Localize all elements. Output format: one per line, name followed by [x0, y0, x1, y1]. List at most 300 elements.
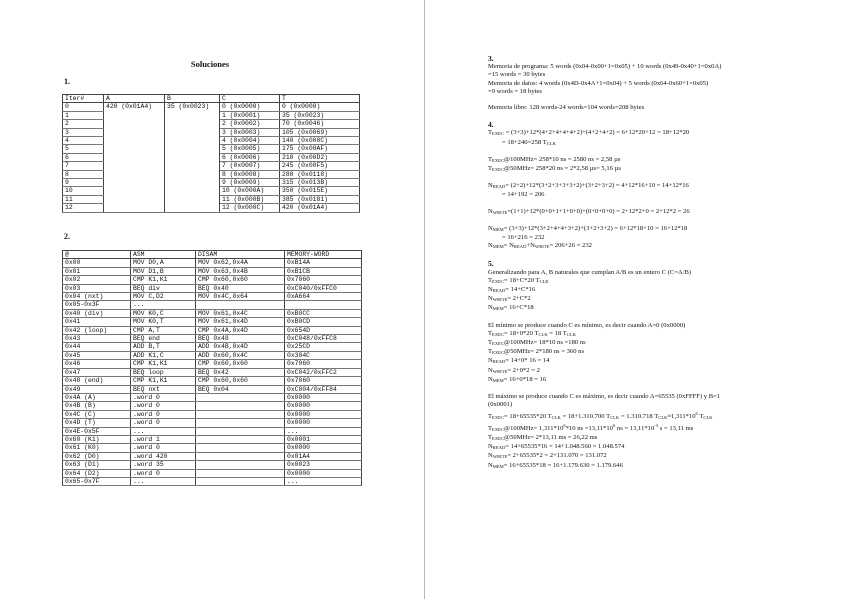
q5-min-nmem: $N_{MEM}= 16+0*18 = 16$: [488, 375, 547, 383]
q5-min-nwrite-text: = 2+0*2 = 2: [507, 366, 540, 374]
memory-word-cell: 0x7060: [285, 360, 362, 368]
iter-cell: 3: [63, 128, 104, 136]
memory-word-cell: 0xB0CC: [285, 309, 362, 317]
section-2-label: 2.: [64, 232, 70, 241]
c-cell: 6 (0x0006): [220, 153, 280, 161]
program-row: [63, 326, 362, 334]
memory-word-cell: 0x0001: [285, 435, 362, 443]
c-cell: 5 (0x0005): [220, 145, 280, 153]
disam-cell: MOV 0x61,0x4D: [196, 318, 285, 326]
address-cell: 0x40 (div): [63, 309, 131, 317]
q5-general-texec-text: = 18+C*20 T: [504, 276, 540, 284]
address-cell: 0x60 (K1): [63, 435, 131, 443]
address-cell: 0x43: [63, 335, 131, 343]
disam-cell: BEQ 0x40: [196, 284, 285, 292]
q5-max-nwrite-text: = 2+65535*2 = 2+131.070 = 131.072: [507, 452, 607, 460]
q5-min-100mhz-text: @100MHz= 18*10 ns =180 ns: [504, 339, 586, 347]
q5-general-nwrite: $N_{WRITE}= 2+C*2$: [488, 295, 531, 303]
address-cell: 0x61 (K0): [63, 444, 131, 452]
t-cell: 105 (0x0069): [280, 128, 360, 136]
program-table-header: [63, 251, 362, 259]
iter-cell: 1: [63, 111, 104, 119]
program-row: [63, 419, 362, 427]
q5-max-100mhz-exp1: 6: [563, 422, 566, 428]
memory-word-cell: [285, 301, 362, 309]
q4-texec-result: [488, 139, 818, 148]
t-cell: 0 (0x0000): [280, 103, 360, 111]
iteration-row: [63, 204, 360, 212]
disam-cell: BEQ 0x04: [196, 385, 285, 393]
q5-min-50mhz-text: @50MHz= 2*180 ns = 360 ns: [504, 348, 585, 356]
asm-cell: .word 0: [131, 402, 196, 410]
program-row: [63, 444, 362, 452]
header-asm: ASM: [131, 251, 196, 259]
b-cell: [165, 204, 220, 212]
b-cell: [165, 145, 220, 153]
memory-word-cell: 0x0023: [285, 461, 362, 469]
disam-cell: [196, 452, 285, 460]
c-cell: 0 (0x0000): [220, 103, 280, 111]
program-row: [63, 469, 362, 477]
iteration-row: [63, 153, 360, 161]
header-a: A: [104, 95, 165, 103]
c-cell: 9 (0x0009): [220, 179, 280, 187]
address-cell: 0x05-0x3F: [63, 301, 131, 309]
c-cell: 4 (0x0004): [220, 137, 280, 145]
q5-max-100mhz-a: @100MHz= 1,311*10: [504, 424, 564, 432]
iteration-row: [63, 120, 360, 128]
q3-line-1: Memoria de programa: 5 words (0x04-0x00+1=0x05) + 10 words (0x49-0x40+1=0x0A): [488, 63, 722, 71]
b-cell: [165, 128, 220, 136]
header-b: B: [165, 95, 220, 103]
q4-time-50mhz: $T_{EXEC}@50MHz= 258*20$ ns = 2*2,58 µs= 5,16 µs: [488, 165, 621, 173]
iter-cell: 7: [63, 162, 104, 170]
q5-min-texec-result: = 18 T: [547, 329, 567, 337]
a-cell: 420 (0x01A4): [104, 103, 165, 111]
disam-cell: CMP 0x60,0x60: [196, 377, 285, 385]
q5-min-intro: El mínimo se produce cuando C es mínimo, es decir cuando A=0 (0x0000): [488, 321, 686, 329]
disam-cell: [196, 461, 285, 469]
memory-word-cell: 0x0000: [285, 393, 362, 401]
program-row: [63, 309, 362, 317]
q5-min-nread: $N_{READ}= 14+0*$ 16 = 14: [488, 357, 550, 365]
program-row: [63, 293, 362, 301]
q5-max-nread-text: = 14+65535*16 = 14+1.048.560 = 1.048.574: [505, 443, 625, 451]
program-row: [63, 301, 362, 309]
disam-cell: [196, 410, 285, 418]
a-cell: [104, 145, 165, 153]
memory-word-cell: 0x304C: [285, 351, 362, 359]
iter-cell: 5: [63, 145, 104, 153]
asm-cell: MOV K0,C: [131, 309, 196, 317]
q5-general-texec: $T_{EXEC}= 18+C*20$ $T_{CLK}$: [488, 276, 549, 284]
t-cell: 350 (0x015E): [280, 187, 360, 195]
asm-cell: ...: [131, 477, 196, 485]
iteration-row: [63, 111, 360, 119]
q5-min-50mhz: $T_{EXEC}@50MHz= 2*180$ ns = 360 ns: [488, 348, 585, 356]
address-cell: 0x47: [63, 368, 131, 376]
iteration-row: [63, 170, 360, 178]
memory-word-cell: 0x7060: [285, 276, 362, 284]
memory-word-cell: 0x0000: [285, 419, 362, 427]
q5-max-100mhz-d: s = 13,11 ms: [658, 424, 694, 432]
asm-cell: BEQ nxt: [131, 385, 196, 393]
iteration-table-header: [63, 95, 360, 103]
address-cell: 0x02: [63, 276, 131, 284]
q4-texec-total: = 18+240=258 T: [502, 138, 547, 146]
q5-max-nread: $N_{READ}= 14+65535*16 = 14+1.048.560 = 1.048.574$: [488, 443, 625, 451]
b-cell: [165, 137, 220, 145]
q5-min-100mhz: $T_{EXEC}@100MHz= 18*10$ ns =180 ns: [488, 339, 586, 347]
program-row: [63, 343, 362, 351]
b-cell: [165, 153, 220, 161]
disam-cell: ADD 0x4B,0x4D: [196, 343, 285, 351]
iteration-row: [63, 128, 360, 136]
disam-cell: [196, 393, 285, 401]
memory-word-cell: 0x01A4: [285, 452, 362, 460]
program-row: [63, 318, 362, 326]
address-cell: 0x4B (B): [63, 402, 131, 410]
q5-max-intro: El máximo se produce cuando C es máximo, es decir cuando A=65535 (0xFFFF) y B=1: [488, 393, 721, 401]
address-cell: 0x46: [63, 360, 131, 368]
asm-cell: MOV D0,A: [131, 259, 196, 267]
disam-cell: [196, 402, 285, 410]
memory-word-cell: 0xB1CB: [285, 267, 362, 275]
section-4-label: 4.: [488, 120, 494, 130]
q5-max-texec-b: = 18+1.310.700 T: [560, 412, 611, 420]
t-cell: 210 (0x00D2): [280, 153, 360, 161]
c-cell: 2 (0x0002): [220, 120, 280, 128]
asm-cell: CMP K1,K1: [131, 377, 196, 385]
program-row: [63, 284, 362, 292]
section-1-label: 1.: [64, 77, 70, 86]
memory-word-cell: 0xC040/0xFFC0: [285, 284, 362, 292]
q5-max-100mhz-c: ns = 13,11*10: [615, 424, 655, 432]
t-cell: 385 (0x0181): [280, 195, 360, 203]
asm-cell: BEQ div: [131, 284, 196, 292]
disam-cell: [196, 427, 285, 435]
address-cell: 0x63 (D1): [63, 461, 131, 469]
address-cell: 0x4C (C): [63, 410, 131, 418]
disam-cell: [196, 477, 285, 485]
t-cell: 70 (0x0046): [280, 120, 360, 128]
a-cell: [104, 204, 165, 212]
asm-cell: ...: [131, 301, 196, 309]
q4-tclk-sub: CLK: [546, 140, 556, 146]
asm-cell: .word 0: [131, 469, 196, 477]
section-5-label: 5.: [488, 259, 494, 269]
c-cell: 8 (0x0008): [220, 170, 280, 178]
memory-word-cell: 0xC004/0xFF84: [285, 385, 362, 393]
b-cell: [165, 120, 220, 128]
a-cell: [104, 170, 165, 178]
asm-cell: .word 0: [131, 444, 196, 452]
disam-cell: MOV 0x63,0x4B: [196, 267, 285, 275]
q5-general-nread-text: = 14+C*16: [505, 286, 536, 294]
iter-cell: 2: [63, 120, 104, 128]
a-cell: [104, 179, 165, 187]
q5-general-nread: $N_{READ}= 14+C*16$: [488, 286, 536, 294]
q5-general-nmem: $N_{MEM}= 16+C*18$: [488, 304, 534, 312]
q5-max-50mhz-text: @50MHz= 2*13,11 ms = 26,22 ms: [504, 433, 598, 441]
t-cell: 140 (0x008C): [280, 137, 360, 145]
q4-nread-result: = 14+192 = 206: [502, 191, 545, 199]
iter-cell: 8: [63, 170, 104, 178]
disam-cell: BEQ 0x42: [196, 368, 285, 376]
b-cell: [165, 111, 220, 119]
q5-max-100mhz-exp2: 6: [612, 422, 616, 428]
q5-max-texec-c: = 1.310.718 T: [619, 412, 659, 420]
t-cell: 35 (0x0023): [280, 111, 360, 119]
asm-cell: CMP K1,K1: [131, 276, 196, 284]
q5-max-100mhz: $T_{EXEC}@100MHz= 1,311*10^6*10$ ns $=13,11*10^6$ ns = $13,11*10^{-3}$ s = 13,11 ms: [488, 422, 694, 432]
q4-nmem-sum-text: = 206+26 = 232: [549, 242, 592, 250]
iter-cell: 6: [63, 153, 104, 161]
page-divider: [424, 0, 425, 599]
asm-cell: BEQ end: [131, 335, 196, 343]
c-cell: 7 (0x0007): [220, 162, 280, 170]
memory-word-cell: ...: [285, 477, 362, 485]
b-cell: [165, 170, 220, 178]
header-address: @: [63, 251, 131, 259]
address-cell: 0x44: [63, 343, 131, 351]
memory-word-cell: 0xA664: [285, 293, 362, 301]
q5-min-texec-text: = 18+0*20 T: [504, 329, 539, 337]
asm-cell: MOV C,D2: [131, 293, 196, 301]
asm-cell: CMP K1,K1: [131, 360, 196, 368]
q5-min-nmem-text: = 16+0*18 = 16: [503, 375, 547, 383]
q4-nread-formula: = (2+2)+12*(3+2+3+3+3+2)+(3+2+3+2) = 4+12*16+10 = 14+12*16: [505, 182, 689, 190]
iter-cell: 4: [63, 137, 104, 145]
program-row: [63, 427, 362, 435]
address-cell: 0x00: [63, 259, 131, 267]
q3-line-3: Memoria de datos: 4 words (0x4D-0x4A+1=0x04) + 5 words (0x64-0x60+1=0x05): [488, 79, 709, 87]
memory-word-cell: 0x0000: [285, 444, 362, 452]
header-t: T: [280, 95, 360, 103]
b-cell: [165, 179, 220, 187]
address-cell: 0x48 (end): [63, 377, 131, 385]
address-cell: 0x64 (D2): [63, 469, 131, 477]
q5-max-nwrite: $N_{WRITE}= 2+65535*2 = 2+131.070 = 131.072$: [488, 452, 607, 460]
c-cell: 12 (0x000C): [220, 204, 280, 212]
q4-time-100mhz: $T_{EXEC}@100MHz= 258*10$ ns = 2580 ns = 2,58 µs: [488, 155, 621, 163]
right-page-content: [488, 55, 818, 471]
memory-word-cell: 0x7060: [285, 377, 362, 385]
q4-time-50mhz-text: @50MHz= 258*20 ns = 2*2,58 µs= 5,16 µs: [504, 165, 621, 173]
q4-nmem-result: = 16+216 = 232: [502, 234, 545, 242]
iter-cell: 0: [63, 103, 104, 111]
q5-min-nwrite: $N_{WRITE}= 2+0*2 = 2$: [488, 366, 540, 374]
memory-word-cell: 0xC042/0xFFC2: [285, 368, 362, 376]
asm-cell: .word 1: [131, 435, 196, 443]
c-cell: 3 (0x0003): [220, 128, 280, 136]
q5-min-texec: $T_{EXEC}= 18+0*20$ $T_{CLK} = 18$ $T_{CLK}$: [488, 329, 577, 337]
q5-intro: Generalizando para A, B naturales que cumplan A/B es un entero C (C=A/B): [488, 268, 692, 276]
iteration-row: [63, 162, 360, 170]
disam-cell: [196, 301, 285, 309]
header-c: C: [220, 95, 280, 103]
q4-nmem-sum: $N_{MEM}= N_{READ}+N_{WRITE}= 206+26 = 232$: [488, 242, 592, 250]
a-cell: [104, 128, 165, 136]
asm-cell: ADD B,T: [131, 343, 196, 351]
header-memory-word: MEMORY-WORD: [285, 251, 362, 259]
program-row: [63, 452, 362, 460]
q5-general-nwrite-text: = 2+C*2: [507, 295, 531, 303]
program-row: [63, 267, 362, 275]
memory-word-cell: ...: [285, 427, 362, 435]
program-row: [63, 402, 362, 410]
header-iter: Iter#: [63, 95, 104, 103]
iteration-row: [63, 195, 360, 203]
iteration-table: [62, 94, 360, 213]
q5-max-intro-2: (0x0001): [488, 401, 513, 409]
program-row: [63, 385, 362, 393]
memory-word-cell: 0x0000: [285, 402, 362, 410]
t-cell: 175 (0x00AF): [280, 145, 360, 153]
q5-max-texec-exp: 6: [695, 410, 698, 416]
asm-cell: .word 420: [131, 452, 196, 460]
memory-word-cell: 0x0000: [285, 469, 362, 477]
q4-nmem-line: $N_{MEM}= (3+3)+12*(3+2+4+4+3+2)+(3+2+3+2) = 6+12*18+10 = 16+12*18$: [488, 224, 688, 232]
q3-free-memory: Memoria libre: 128 words-24 words=104 words=208 bytes: [488, 104, 645, 112]
program-row: [63, 335, 362, 343]
iteration-row: [63, 103, 360, 111]
memory-word-cell: 0xC048/0xFFC8: [285, 335, 362, 343]
program-row: [63, 461, 362, 469]
program-table: [62, 250, 362, 486]
c-cell: 11 (0x000B): [220, 195, 280, 203]
t-cell: 420 (0x01A4): [280, 204, 360, 212]
disam-cell: BEQ 0x48: [196, 335, 285, 343]
c-cell: 10 (0x000A): [220, 187, 280, 195]
iter-cell: 10: [63, 187, 104, 195]
program-row: [63, 368, 362, 376]
address-cell: 0x65-0x7F: [63, 477, 131, 485]
address-cell: 0x04 (nxt): [63, 293, 131, 301]
program-row: [63, 351, 362, 359]
address-cell: 0x01: [63, 267, 131, 275]
memory-word-cell: 0xB14A: [285, 259, 362, 267]
a-cell: [104, 195, 165, 203]
q4-texec-formula: = (3+3)+12*(4+2+4+4+4+2)+(4+2+4+2) = 6+12*20+12 = 18+12*20: [505, 129, 690, 137]
address-cell: 0x41: [63, 318, 131, 326]
program-row: [63, 393, 362, 401]
address-cell: 0x42 (loop): [63, 326, 131, 334]
asm-cell: .word 0: [131, 410, 196, 418]
address-cell: 0x03: [63, 284, 131, 292]
disam-cell: ADD 0x60,0x4C: [196, 351, 285, 359]
a-cell: [104, 187, 165, 195]
iteration-row: [63, 179, 360, 187]
q5-general-nmem-text: = 16+C*18: [503, 304, 534, 312]
q4-nread-line: $N_{READ}= (2+2)+12*(3+2+3+3+3+2)+(3+2+3+2) = 4+12*16+10 = 14+12*16$: [488, 182, 689, 190]
a-cell: [104, 153, 165, 161]
asm-cell: MOV D1,B: [131, 267, 196, 275]
q5-max-100mhz-b: *10 ns =13,11*10: [565, 424, 613, 432]
asm-cell: MOV K0,T: [131, 318, 196, 326]
asm-cell: ADD K1,C: [131, 351, 196, 359]
disam-cell: CMP 0x4A,0x4D: [196, 326, 285, 334]
memory-word-cell: 0x25CD: [285, 343, 362, 351]
q5-max-texec-a: = 18+65535*20 T: [504, 412, 552, 420]
disam-cell: [196, 444, 285, 452]
asm-cell: ...: [131, 427, 196, 435]
disam-cell: MOV 0x62,0x4A: [196, 259, 285, 267]
address-cell: 0x62 (D0): [63, 452, 131, 460]
address-cell: 0x45: [63, 351, 131, 359]
iter-cell: 12: [63, 204, 104, 212]
b-cell: [165, 162, 220, 170]
section-3-label: 3.: [488, 54, 494, 63]
program-row: [63, 360, 362, 368]
disam-cell: [196, 435, 285, 443]
a-cell: [104, 162, 165, 170]
address-cell: 0x4E-0x5F: [63, 427, 131, 435]
iteration-row: [63, 187, 360, 195]
a-cell: [104, 120, 165, 128]
page-title: Soluciones: [190, 59, 230, 69]
iter-cell: 11: [63, 195, 104, 203]
address-cell: 0x4A (A): [63, 393, 131, 401]
disam-cell: MOV 0x61,0x4C: [196, 309, 285, 317]
program-row: [63, 410, 362, 418]
q4-nmem-formula: = (3+3)+12*(3+2+4+4+3+2)+(3+2+3+2) = 6+12*18+10 = 16+12*18: [503, 224, 688, 232]
q3-line-2: =15 words = 30 bytes: [488, 71, 546, 79]
q5-max-nmem: $N_{MEM}= 16+65535*18 = 16+1.179.630 = 1.179.646$: [488, 461, 623, 469]
q5-max-100mhz-exp3: -3: [654, 422, 659, 428]
program-row: [63, 377, 362, 385]
c-cell: 1 (0x0001): [220, 111, 280, 119]
memory-word-cell: 0x0000: [285, 410, 362, 418]
asm-cell: CMP A,T: [131, 326, 196, 334]
program-row: [63, 259, 362, 267]
asm-cell: BEQ loop: [131, 368, 196, 376]
asm-cell: .word 35: [131, 461, 196, 469]
a-cell: [104, 137, 165, 145]
iteration-row: [63, 137, 360, 145]
q5-max-50mhz: $T_{EXEC}@50MHz= 2*13,11$ ms = 26,22 ms: [488, 433, 598, 441]
q5-max-texec: $T_{EXEC}= 18+65535*20$ $T_{CLK} = 18+1.310.700$ $T_{CLK} = 1.310.718$ $T_{CLK}\approx 1,311*10^6$ $T_{CLK}$: [488, 410, 713, 420]
iteration-row: [63, 145, 360, 153]
q4-nwrite-line: $N_{WRITE}=(1+1)+12*(0+0+1+1+0+0)+(0+0+0+0) = 2+12*2+0 = 2+12*2 = 26$: [488, 207, 690, 215]
asm-cell: .word 0: [131, 419, 196, 427]
q3-line-4: =9 words = 18 bytes: [488, 87, 542, 95]
b-cell: 35 (0x0023): [165, 103, 220, 111]
q5-min-nread-text: = 14+0* 16 = 14: [505, 357, 550, 365]
t-cell: 280 (0x0118): [280, 170, 360, 178]
header-disam: DISAM: [196, 251, 285, 259]
disam-cell: [196, 419, 285, 427]
q5-max-nmem-text: = 16+65535*18 = 16+1.179.630 = 1.179.646: [503, 461, 623, 469]
q5-max-texec-d: ≈1,311*10: [667, 412, 696, 420]
t-cell: 245 (0x00F5): [280, 162, 360, 170]
q4-texec-line: $T_{EXEC} = (3+3)+12*(4+2+4+4+4+2)+(4+2+4+2) = 6+12*20+12 = 18+12*20$: [488, 129, 690, 137]
disam-cell: MOV 0x4C,0x64: [196, 293, 285, 301]
address-cell: 0x4D (T): [63, 419, 131, 427]
memory-word-cell: 0x654D: [285, 326, 362, 334]
t-cell: 315 (0x013B): [280, 179, 360, 187]
b-cell: [165, 187, 220, 195]
memory-word-cell: 0xB0CD: [285, 318, 362, 326]
iter-cell: 9: [63, 179, 104, 187]
asm-cell: .word 0: [131, 393, 196, 401]
program-row: [63, 477, 362, 485]
b-cell: [165, 195, 220, 203]
address-cell: 0x49: [63, 385, 131, 393]
program-row: [63, 276, 362, 284]
a-cell: [104, 111, 165, 119]
disam-cell: [196, 469, 285, 477]
